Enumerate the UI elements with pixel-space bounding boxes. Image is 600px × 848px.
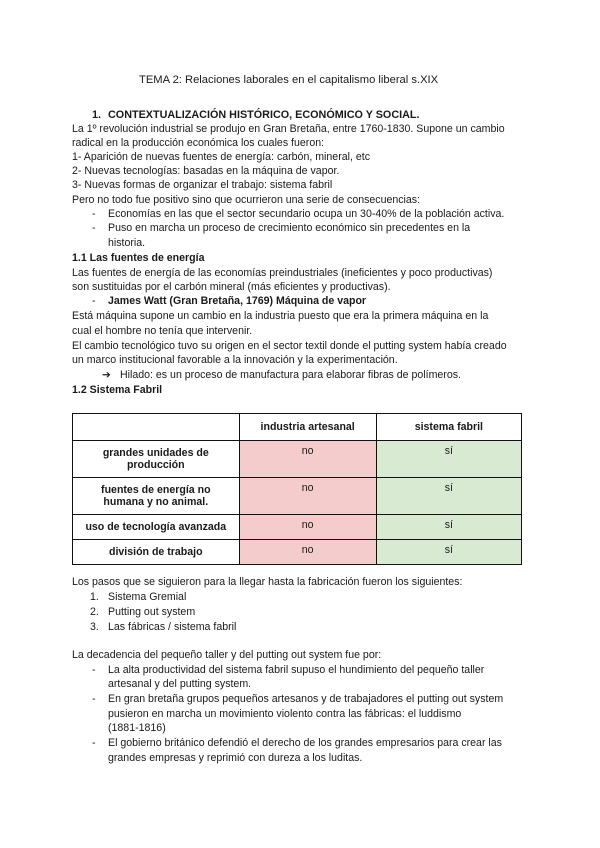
numbered-item-number: 2.: [90, 606, 99, 618]
table-row: [73, 515, 522, 540]
bullet-dash: -: [92, 295, 96, 307]
subsection-heading: 1.2 Sistema Fabril: [72, 384, 163, 396]
table-col-header: sistema fabril: [376, 414, 521, 441]
list-item: 2- Nuevas tecnologías: basadas en la máquina de vapor.: [72, 165, 340, 177]
paragraph-line: radical en la producción económica los cuales fueron:: [72, 137, 325, 149]
bullet-dash: -: [92, 664, 96, 676]
table-row-header: división de trabajo: [73, 540, 240, 565]
list-item: 1- Aparición de nuevas fuentes de energía: carbón, mineral, etc: [72, 151, 370, 163]
table-cell-fabril: sí: [376, 478, 521, 515]
table-row: [73, 540, 522, 565]
paragraph-line: La decadencia del pequeño taller y del putting out system fue por:: [72, 649, 382, 661]
list-item: 3- Nuevas formas de organizar el trabajo: sistema fabril: [72, 179, 333, 191]
paragraph-line: El cambio tecnológico tuvo su origen en el sector textil donde el putting system había creado: [72, 340, 507, 352]
bullet-text: historia.: [108, 237, 146, 249]
table-corner-cell: [73, 414, 240, 441]
bullet-text: grandes empresas y reprimió con dureza a los luditas.: [108, 752, 363, 764]
numbered-item-text: Putting out system: [108, 606, 196, 618]
table-row-header: [73, 478, 240, 515]
table-cell-artesanal: no: [239, 441, 376, 478]
table-cell-fabril: sí: [376, 540, 521, 565]
table-cell-artesanal: no: [239, 540, 376, 565]
paragraph-line: Los pasos que se siguieron para la llegar hasta la fabricación fueron los siguientes:: [72, 576, 463, 588]
bullet-text: En gran bretaña grupos pequeños artesanos y de trabajadores el putting out system: [108, 693, 504, 705]
bullet-dash: -: [92, 693, 96, 705]
paragraph-line: Las fuentes de energía de las economías preindustriales (ineficientes y poco productivas): [72, 267, 493, 279]
row-label-line: fuentes de energía no: [101, 484, 211, 496]
bullet-text: Puso en marcha un proceso de crecimiento económico sin precedentes en la: [108, 222, 471, 234]
bullet-text: James Watt (Gran Bretaña, 1769) Máquina de vapor: [108, 295, 367, 307]
table-cell-artesanal: no: [239, 515, 376, 540]
table-cell-fabril: sí: [376, 515, 521, 540]
paragraph-line: Está máquina supone un cambio en la industria puesto que era la primera máquina en la: [72, 310, 489, 322]
document-title: TEMA 2: Relaciones laborales en el capitalismo liberal s.XIX: [139, 74, 439, 86]
subsection-heading: 1.1 Las fuentes de energía: [72, 252, 205, 264]
table-row-header: uso de tecnología avanzada: [73, 515, 240, 540]
table-cell-fabril: sí: [376, 441, 521, 478]
table-row: [73, 478, 522, 515]
arrow-item-text: Hilado: es un proceso de manufactura para elaborar fibras de polímeros.: [120, 369, 461, 381]
comparison-table: [72, 413, 522, 565]
bullet-text: Economías en las que el sector secundario ocupa un 30-40% de la población activa.: [108, 208, 505, 220]
bullet-text: artesanal y del putting system.: [108, 678, 252, 690]
table-col-header: industria artesanal: [239, 414, 376, 441]
numbered-item-text: Las fábricas / sistema fabril: [108, 621, 237, 633]
numbered-item-text: Sistema Gremial: [108, 591, 187, 603]
numbered-item-number: 1.: [90, 591, 99, 603]
bullet-dash: -: [92, 208, 96, 220]
bullet-text: (1881-1816): [108, 722, 166, 734]
table-cell-artesanal: no: [239, 478, 376, 515]
bullet-text: pusieron en marcha un movimiento violento contra las fábricas: el luddismo: [108, 708, 462, 720]
section-number: 1.: [92, 109, 102, 121]
paragraph-line: cual el hombre no tenía que intervenir.: [72, 325, 253, 337]
bullet-text: El gobierno británico defendió el derecho de los grandes empresarios para crear las: [108, 737, 502, 749]
bullet-text: La alta productividad del sistema fabril supuso el hundimiento del pequeño taller: [108, 664, 485, 676]
arrow-icon: ➔: [102, 369, 111, 381]
table-row: [73, 441, 522, 478]
paragraph-line: Pero no todo fue positivo sino que ocurrieron una serie de consecuencias:: [72, 194, 421, 206]
paragraph-line: son sustituidas por el carbón mineral (más eficientes y productivas).: [72, 281, 391, 293]
bullet-dash: -: [92, 737, 96, 749]
numbered-item-number: 3.: [90, 621, 99, 633]
row-label-line: humana y no animal.: [103, 496, 209, 508]
row-label-line: grandes unidades de: [102, 447, 209, 459]
bullet-dash: -: [92, 222, 96, 234]
paragraph-line: La 1º revolución industrial se produjo en Gran Bretaña, entre 1760-1830. Supone un cambio: [72, 123, 505, 135]
paragraph-line: un marco institucional favorable a la innovación y la experimentación.: [72, 354, 398, 366]
section-heading: CONTEXTUALIZACIÓN HISTÓRICO, ECONÓMICO Y SOCIAL.: [108, 109, 420, 121]
table-header-row: [73, 414, 522, 441]
table-row-header: [73, 441, 240, 478]
row-label-line: producción: [126, 459, 185, 471]
